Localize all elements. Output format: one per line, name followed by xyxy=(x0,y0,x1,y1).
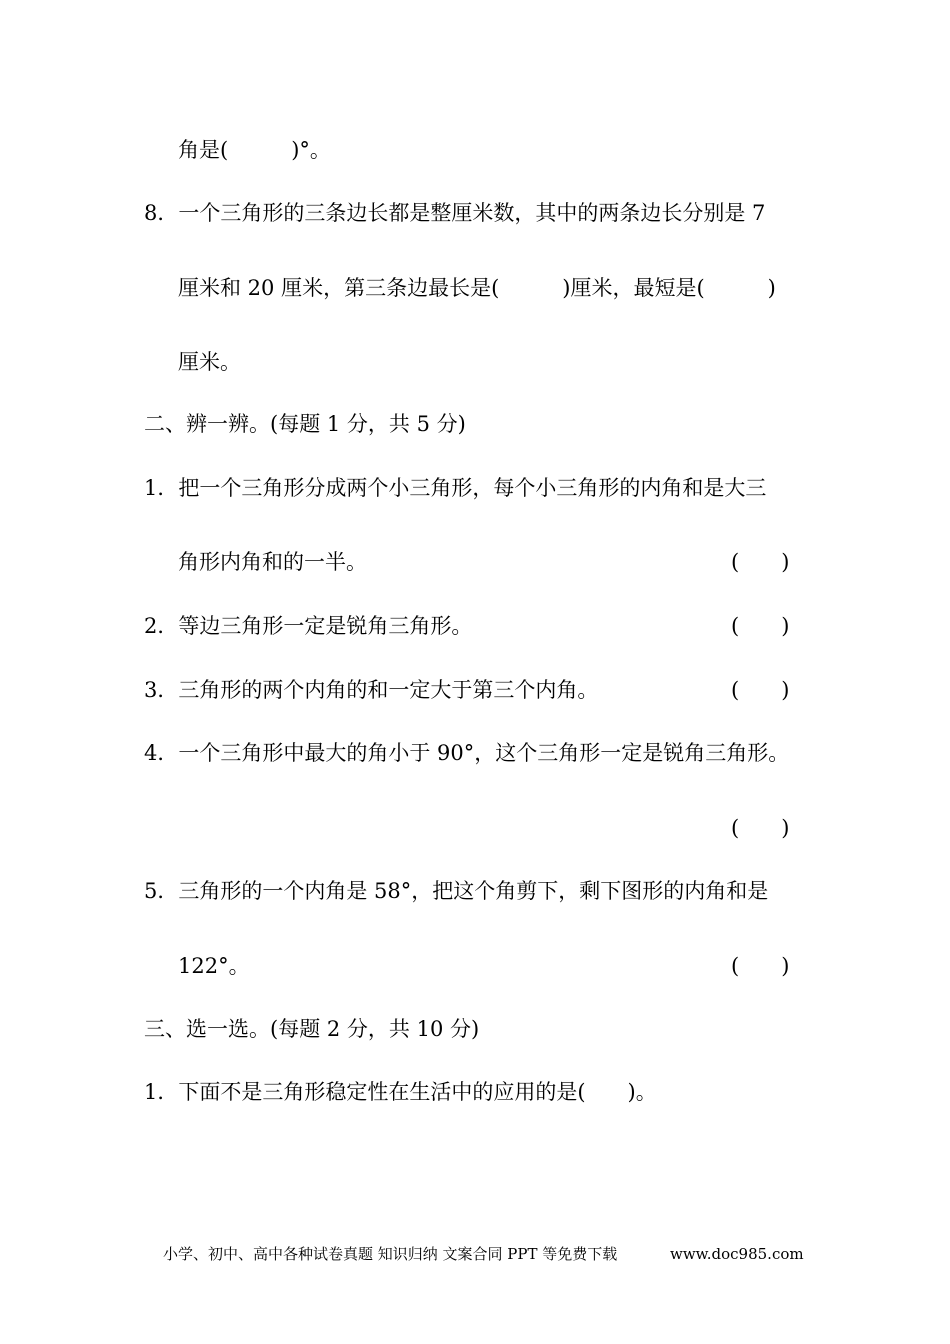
section2-heading: 二、辨一辨。(每题 1 分，共 5 分) xyxy=(144,412,466,436)
s2-q2-answer-bracket[interactable]: ( ) xyxy=(731,614,790,638)
q8-line2: 厘米和 20 厘米，第三条边最长是( )厘米，最短是( ) xyxy=(178,276,776,300)
footer-text: 小学、初中、高中各种试卷真题 知识归纳 文案合同 PPT 等免费下载 xyxy=(163,1245,618,1263)
s3-q1-line1: 1．下面不是三角形稳定性在生活中的应用的是( )。 xyxy=(144,1080,657,1104)
s2-q3-answer-bracket[interactable]: ( ) xyxy=(731,678,790,702)
s2-q5-line2: 122°。 xyxy=(178,954,250,978)
s2-q3-line1: 3．三角形的两个内角的和一定大于第三个内角。 xyxy=(144,678,599,702)
q8-line1: 8．一个三角形的三条边长都是整厘米数，其中的两条边长分别是 7 xyxy=(144,201,766,225)
s2-q1-answer-bracket[interactable]: ( ) xyxy=(731,550,790,574)
s2-q4-line1: 4．一个三角形中最大的角小于 90°，这个三角形一定是锐角三角形。 xyxy=(144,741,790,765)
s2-q1-line2: 角形内角和的一半。 xyxy=(178,550,367,574)
section3-heading: 三、选一选。(每题 2 分，共 10 分) xyxy=(144,1017,480,1041)
q7-continuation: 角是( )°。 xyxy=(178,138,331,162)
s2-q4-answer-bracket[interactable]: ( ) xyxy=(731,816,790,840)
footer-url[interactable]: www.doc985.com xyxy=(670,1245,804,1263)
s2-q2-line1: 2．等边三角形一定是锐角三角形。 xyxy=(144,614,473,638)
s2-q1-line1: 1．把一个三角形分成两个小三角形，每个小三角形的内角和是大三 xyxy=(144,476,767,500)
s2-q5-line1: 5．三角形的一个内角是 58°，把这个角剪下，剩下图形的内角和是 xyxy=(144,879,769,903)
s2-q5-answer-bracket[interactable]: ( ) xyxy=(731,954,790,978)
q8-line3: 厘米。 xyxy=(178,350,241,374)
